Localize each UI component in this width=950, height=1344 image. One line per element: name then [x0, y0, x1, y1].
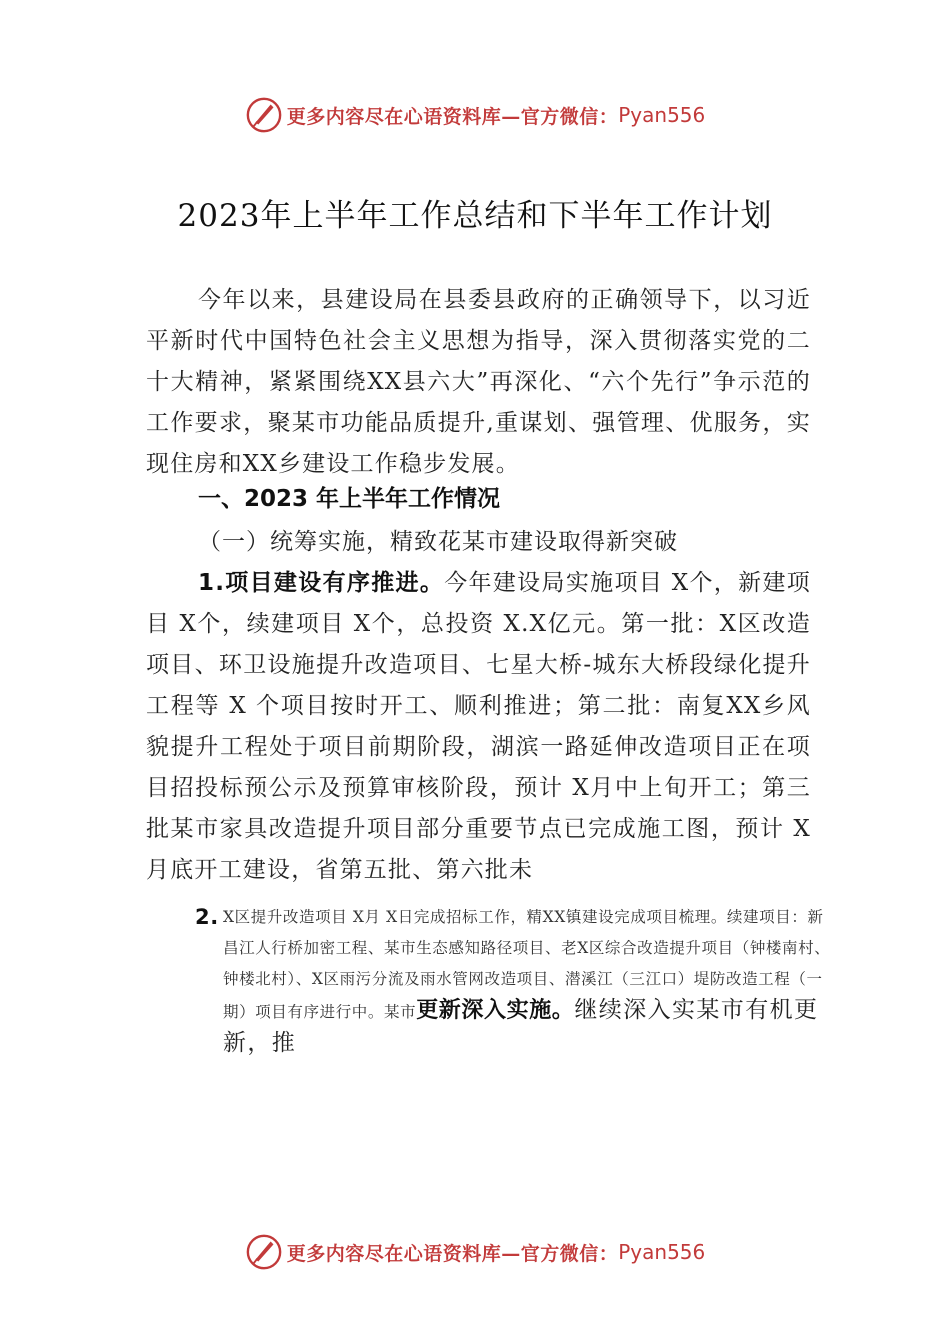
item-1-lead: 1.项目建设有序推进。	[198, 570, 445, 596]
watermark-wechat-id: Pyan556	[618, 103, 706, 127]
item-2-text: X区提升改造项目 X月 X日完成招标工作，精XX镇建设完成项目梳理。续建项目：新昌江人行桥加密工程、某市生态感知路径项目、老X区综合改造提升项目（钟楼南村、钟楼北村）、X区雨污分流及雨水管网改造项目、潜溪江（三江口）堤防改造工程（一期）项目有序进行中。某市	[223, 908, 831, 1021]
watermark-wechat-id: Pyan556	[618, 1240, 706, 1264]
item-2-number: 2.	[195, 905, 219, 929]
item-2-bold-lead: 更新深入实施。	[416, 998, 575, 1023]
section-heading: 一、2023 年上半年工作情况	[198, 486, 501, 512]
subsection-heading: （一）统筹实施，精致花某市建设取得新突破	[198, 529, 678, 555]
document-title: 2023年上半年工作总结和下半年工作计划	[177, 198, 773, 234]
quill-seal-icon	[245, 1233, 283, 1271]
watermark-banner-top	[0, 95, 950, 135]
quill-seal-icon	[245, 96, 283, 134]
item-2-tail: 继续深入实某市有机更新，推	[223, 997, 819, 1056]
intro-paragraph: 今年以来，县建设局在县委县政府的正确领导下，以习近平新时代中国特色社会主义思想为指导，深入贯彻落实党的二十大精神，紧紧围绕XX县六大”再深化、“六个先行”争示范的工作要求，聚某市功能品质提升,重谋划、强管理、优服务，实现住房和XX乡建设工作稳步发展。	[146, 287, 811, 477]
watermark-text: 更多内容尽在心语资料库—官方微信：	[286, 105, 619, 128]
watermark-text: 更多内容尽在心语资料库—官方微信：	[286, 1242, 619, 1265]
item-2-paragraph	[195, 902, 835, 1061]
item-2-content	[223, 902, 835, 1061]
item-1-paragraph	[146, 563, 811, 891]
watermark-banner-bottom	[0, 1232, 950, 1272]
item-1-text: 今年建设局实施项目 X个，新建项目 X个，续建项目 X个，总投资 X.X亿元。第一批：X区改造项目、环卫设施提升改造项目、七星大桥-城东大桥段绿化提升工程等 X 个项目按时开工、顺利推进；第二批：南复XX乡风貌提升工程处于项目前期阶段，湖滨一路延伸改造项目正在项目招投标预公示及预算审核阶段，预计 X月中上旬开工；第三批某市家具改造提升项目部分重要节点已完成施工图，预计 X月底开工建设，省第五批、第六批未	[146, 570, 811, 883]
